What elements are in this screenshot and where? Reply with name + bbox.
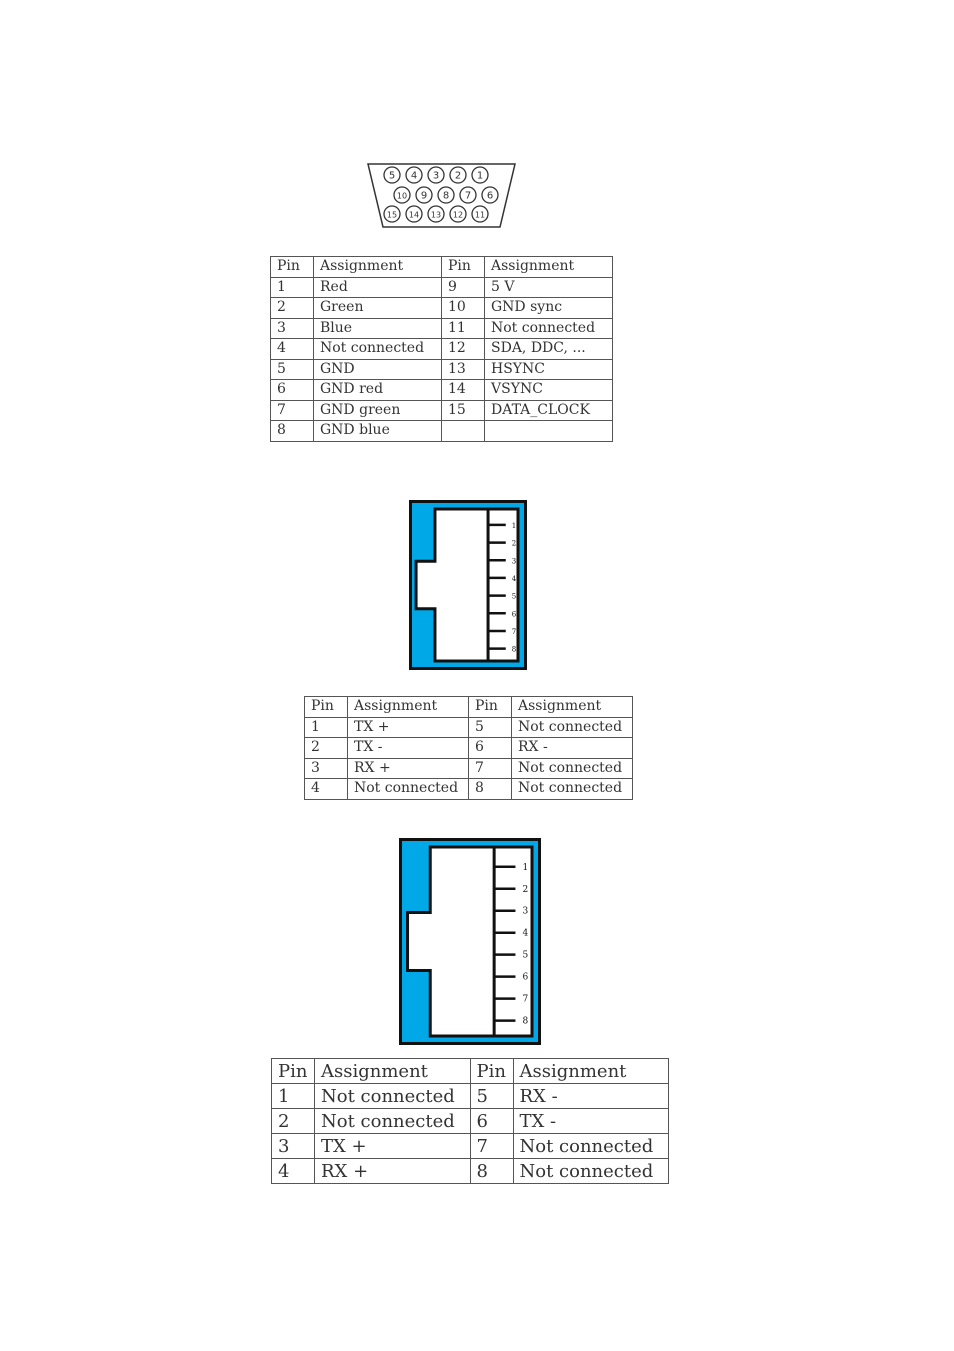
table-row — [272, 1159, 669, 1184]
vga-pin-label: 8 — [442, 190, 450, 202]
vga-pin-label: 5 — [388, 170, 396, 182]
vga-pin-label: 15 — [386, 210, 398, 220]
header-cell: Pin — [272, 1059, 315, 1084]
pin-cell: 4 — [272, 1159, 315, 1184]
vga-pin-label: 13 — [430, 210, 442, 220]
vga-pin-label: 7 — [464, 190, 472, 202]
assignment-cell: Not connected — [512, 717, 633, 738]
table-row — [272, 1084, 669, 1109]
contact-pin-label: 8 — [522, 1016, 529, 1027]
table-row — [271, 359, 613, 380]
pin-cell: 8 — [469, 779, 512, 800]
table-row — [305, 738, 633, 759]
header-cell: Assignment — [512, 697, 633, 718]
table-row — [305, 717, 633, 738]
pin-cell: 5 — [271, 359, 314, 380]
table-row — [305, 758, 633, 779]
assignment-cell: GND green — [314, 400, 442, 421]
pin-cell: 2 — [305, 738, 348, 759]
vga-pin-label: 12 — [452, 210, 464, 220]
assignment-cell: RX - — [513, 1084, 669, 1109]
pin-cell: 13 — [442, 359, 485, 380]
assignment-cell: VSYNC — [485, 380, 613, 401]
assignment-cell: RX + — [348, 758, 469, 779]
pin-cell: 3 — [271, 318, 314, 339]
pin-cell: 7 — [271, 400, 314, 421]
pin-cell: 1 — [272, 1084, 315, 1109]
header-cell: Pin — [305, 697, 348, 718]
vga-pin-label: 9 — [420, 190, 428, 202]
contact-pin-label: 3 — [511, 557, 517, 566]
vga-pin-label: 4 — [410, 170, 418, 182]
assignment-cell: GND red — [314, 380, 442, 401]
pin-cell: 6 — [470, 1109, 513, 1134]
pin-cell: 15 — [442, 400, 485, 421]
assignment-cell: Not connected — [512, 758, 633, 779]
table-header-row — [305, 697, 633, 718]
header-cell: Assignment — [485, 257, 613, 278]
assignment-cell: HSYNC — [485, 359, 613, 380]
assignment-cell: TX - — [513, 1109, 669, 1134]
pin-cell: 5 — [469, 717, 512, 738]
pin-cell: 5 — [470, 1084, 513, 1109]
assignment-cell: DATA_CLOCK — [485, 400, 613, 421]
contact-pin-label: 8 — [511, 645, 517, 654]
rj45-pin-table-1 — [304, 696, 633, 800]
header-cell: Pin — [470, 1059, 513, 1084]
table-row — [271, 400, 613, 421]
table-row — [272, 1109, 669, 1134]
pin-cell: 10 — [442, 298, 485, 319]
assignment-cell: TX - — [348, 738, 469, 759]
table-row — [271, 298, 613, 319]
header-cell: Assignment — [513, 1059, 669, 1084]
vga-pin-label: 14 — [408, 210, 420, 220]
contact-pin-label: 1 — [522, 862, 529, 873]
assignment-cell: 5 V — [485, 277, 613, 298]
pin-cell: 9 — [442, 277, 485, 298]
header-cell: Pin — [469, 697, 512, 718]
assignment-cell: GND — [314, 359, 442, 380]
pin-cell: 2 — [272, 1109, 315, 1134]
assignment-cell: Not connected — [314, 339, 442, 360]
vga-pin-label: 6 — [486, 190, 494, 202]
assignment-cell: RX + — [315, 1159, 471, 1184]
table-header-row — [271, 257, 613, 278]
vga-pin-label: 3 — [432, 170, 440, 182]
pin-cell — [442, 421, 485, 442]
pin-cell: 2 — [271, 298, 314, 319]
table-row — [271, 339, 613, 360]
header-cell: Assignment — [314, 257, 442, 278]
pin-cell: 14 — [442, 380, 485, 401]
rj45-connector-diagram-2 — [399, 838, 541, 1045]
pin-cell: 7 — [470, 1134, 513, 1159]
contact-pin-label: 5 — [522, 950, 529, 961]
rj45-pin-table-2 — [271, 1058, 669, 1184]
contact-pin-label: 7 — [511, 627, 517, 636]
contact-pin-label: 3 — [522, 906, 529, 917]
header-cell: Assignment — [348, 697, 469, 718]
pin-cell: 3 — [272, 1134, 315, 1159]
pin-cell: 4 — [271, 339, 314, 360]
pin-cell: 1 — [271, 277, 314, 298]
assignment-cell: Red — [314, 277, 442, 298]
table-row — [271, 421, 613, 442]
pin-cell: 12 — [442, 339, 485, 360]
table-header-row — [272, 1059, 669, 1084]
contact-pin-label: 6 — [511, 610, 517, 619]
contact-pin-label: 7 — [522, 994, 529, 1005]
table-row — [272, 1134, 669, 1159]
table-row — [271, 277, 613, 298]
pin-cell: 11 — [442, 318, 485, 339]
pin-cell: 4 — [305, 779, 348, 800]
pin-cell: 6 — [469, 738, 512, 759]
table-row — [271, 318, 613, 339]
header-cell: Pin — [271, 257, 314, 278]
pin-cell: 8 — [470, 1159, 513, 1184]
assignment-cell: SDA, DDC, ... — [485, 339, 613, 360]
header-cell: Pin — [442, 257, 485, 278]
vga-pin-label: 1 — [476, 170, 484, 182]
assignment-cell: Not connected — [315, 1084, 471, 1109]
assignment-cell: Not connected — [348, 779, 469, 800]
table-row — [305, 779, 633, 800]
pin-cell: 1 — [305, 717, 348, 738]
assignment-cell: GND sync — [485, 298, 613, 319]
assignment-cell: GND blue — [314, 421, 442, 442]
contact-pin-label: 2 — [511, 539, 517, 548]
contact-pin-label: 2 — [522, 884, 529, 895]
pin-cell: 7 — [469, 758, 512, 779]
contact-pin-label: 1 — [511, 521, 517, 530]
assignment-cell: Not connected — [512, 779, 633, 800]
vga-pin-table — [270, 256, 613, 442]
contact-pin-label: 5 — [511, 592, 517, 601]
vga-pin-label: 2 — [454, 170, 462, 182]
assignment-cell: RX - — [512, 738, 633, 759]
pin-cell: 6 — [271, 380, 314, 401]
table-row — [271, 380, 613, 401]
header-cell: Assignment — [315, 1059, 471, 1084]
assignment-cell: TX + — [315, 1134, 471, 1159]
contact-pin-label: 4 — [511, 574, 517, 583]
contact-pin-label: 6 — [522, 972, 529, 983]
assignment-cell: Green — [314, 298, 442, 319]
vga-pin-label: 10 — [396, 191, 408, 201]
assignment-cell: TX + — [348, 717, 469, 738]
assignment-cell: Not connected — [513, 1134, 669, 1159]
assignment-cell: Not connected — [513, 1159, 669, 1184]
assignment-cell — [485, 421, 613, 442]
pin-cell: 8 — [271, 421, 314, 442]
assignment-cell: Blue — [314, 318, 442, 339]
pin-cell: 3 — [305, 758, 348, 779]
contact-pin-label: 4 — [522, 928, 529, 939]
assignment-cell: Not connected — [485, 318, 613, 339]
vga-connector-diagram — [364, 160, 520, 232]
vga-pin-label: 11 — [474, 210, 486, 220]
rj45-connector-diagram-1 — [409, 500, 527, 670]
assignment-cell: Not connected — [315, 1109, 471, 1134]
